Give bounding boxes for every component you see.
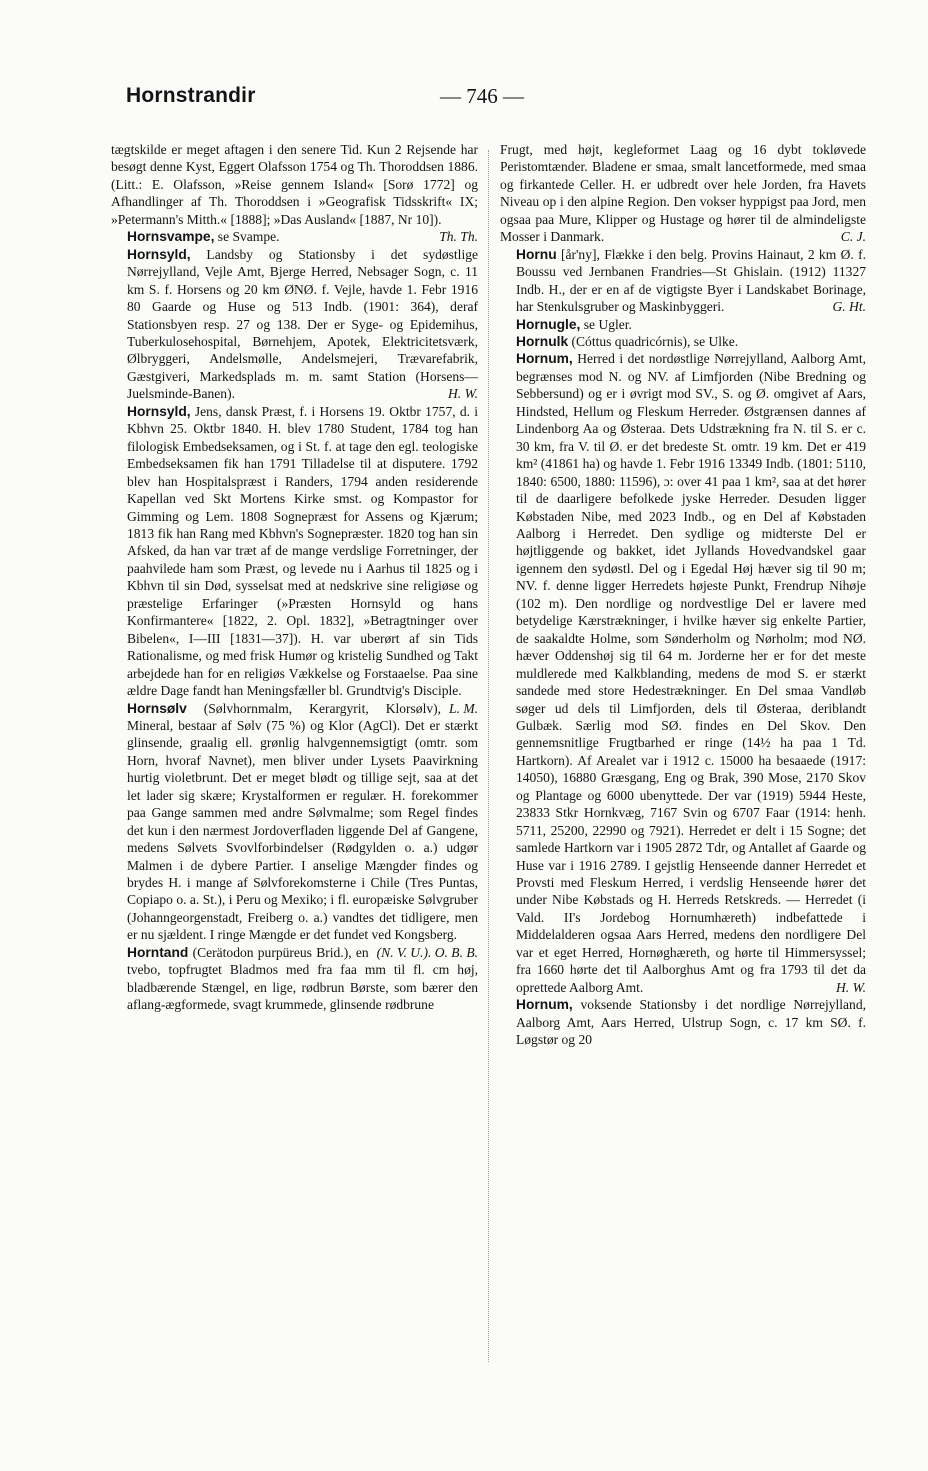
dictionary-entry [111,246,478,403]
dictionary-entry [500,246,866,316]
author-signature: (N. V. U.). O. B. B. [376,944,478,960]
left-column [111,141,478,1014]
entry-text: Frugt, med højt, kegleformet Laag og 16 dybt tokløvede Peristomtænder. Bladene er smaa, smalt lancetformede, med smaa og firkantede Celler. H. er udbredt over hele Jorden, fra Havets Niveau op i den alpine Region. Den vokser hyppigst paa Jord, men ogsaa paa Mure, Klipper og Hustage og hører til de almindeligste Mosser i Danmark. [500,142,866,245]
entry-headword: Hornugle, [516,316,581,332]
dictionary-entry [500,316,866,333]
entry-text: (Sølvhornmalm, Kerargyrit, Klorsølv), Mineral, bestaar af Sølv (75 %) og Klor (AgCl). Det er stærkt glinsende, graalig ell. grønlig halvgennemsigtigt (omtr. som Horn, hvoraf Navnet), men bliver under Lysets Paavirkning hurtig violetbrunt. Det er meget blødt og tillige sejt, saa at det let lader sig skære; Krystalformen er regulær. H. forekommer paa Gange sammen med andre Sølvmalme; som Regel findes det kun i den nærmest Jordoverfladen liggende Del af Gangene, medens Sølvets Svovlforbindelser (Rødgylden o. a.) udgør Malmen i de dybere Partier. I anselige Mængder findes og brydes H. i mange af Sølvforekomsterne i Chile (Tres Puntas, Copiapo o. a. St.), i Peru og Mexiko; i fl. europæiske Sølvgruber (Johanngeorgenstadt, Freiberg o. a.) vandtes det tidligere, men er nu sjældent. I ringe Mængde er det fundet ved Kongsberg. [127,700,478,943]
dictionary-entry [500,333,866,350]
entry-text: voksende Stationsby i det nordlige Nørrejylland, Aalborg Amt, Aars Herred, Ulstrup Sogn, c. 17 km SØ. f. Løgstør og 20 [516,997,866,1048]
dictionary-entry [111,228,478,245]
entry-text: Jens, dansk Præst, f. i Horsens 19. Oktbr 1757, d. i Kbhvn 25. Oktbr 1840. H. blev 1780 Student, 1784 tog han filologisk Embedseksamen, og i St. f. at tage den egl. teologiske Embedseksamen fik han 1791 Tilladelse til at disputere. 1792 blev han Hospitalspræst i Randers, 1794 anden residerende Kapellan ved Skt Mortens Kirke smst. og Kompastor for Gimming og Lem. 1808 Sognepræst for Assens og Kjærum; 1813 fik han Rang med Kbhvn's Sognepræster. 1820 tog han sin Afsked, da han var træt af de mange verdslige Forretninger, der paahvilede ham som Præst, og levede nu i Aarhus til 1825 og i Kbhvn til sin Død, sysselsat med at nedskrive sine religiøse og præstelige Erfaringer (»Præsten Hornsyld og hans Konfirmantere« [1822, 2. Opl. 1832], »Betragtninger over Bibelen«, I—III [1831—37]). H. var uberørt af sin Tids Rationalisme, og med frisk Humør og kristelig Sundhed og Takt arbejdede han for en religiøs Vækkelse og Forstaaelse. Paa sine ældre Dage fandt han Meningsfæller bl. Grundtvig's Disciple. [127,403,478,699]
entry-text: tægtskilde er meget aftagen i den senere Tid. Kun 2 Rejsende har besøgt denne Kyst, Eggert Olafsson 1754 og Th. Thoroddsen 1886. (Litt.: E. Olafsson, »Reise gennem Island« [Sorø 1772] og Afhandlinger af Th. Thoroddsen i »Geografisk Tidsskrift« IX; »Petermann's Mitth.« [1888]; »Das Ausland« [1887, Nr 10]). [111,142,478,227]
right-column [500,141,866,1049]
author-signature: H. W. [836,979,866,995]
entry-text: [år'ny], Flække i den belg. Provins Hainaut, 2 km Ø. f. Boussu ved Jernbanen Frandries—St Ghislain. (1912) 11327 Indb. H., der er en af de vigtigste Byer i Landskabet Borinage, har Stenkulsgruber og Maskinbyggeri. [516,246,866,315]
author-signature: Th. Th. [439,229,478,245]
page-header [126,84,866,114]
entry-headword: Hornulk [516,333,569,349]
entry-headword: Hornum, [516,997,573,1013]
entry-headword: Hornum, [516,351,573,367]
entry-text: Herred i det nordøstlige Nørrejylland, Aalborg Amt, begrænses mod N. og NV. af Limfjorden (Nibe Bredning og Sebbersund) og er i øvrigt mod SV., S. og Ø. omgivet af Aars, Hindsted, Hellum og Fleskum Herreder. Østgrænsen dannes af Lindenborg Aa og Østeraa. Dets Udstrækning fra N. til S. er c. 30 km, fra V. til Ø. er det bredeste St. omtr. 19 km. Det er 419 km² (41861 ha) og havde 1. Febr 1916 13349 Indb. (1801: 5110, 1840: 6500, 1880: 11596), ɔ: over 41 paa 1 km², saa at det hører til de daarligere befolkede jyske Herreder. Desuden ligger Købstaden Nibe, med 2023 Indb., og en Del af Købstaden Aalborg i Herredet. Den sydlige og midterste Del er højtliggende og bakket, idet Jyllands Hovedvandskel gaar igennem den sydøstl. Del og i Egedal Høj hæver sig til 90 m; NV. f. denne ligger Herredets højeste Punkt, Frendrup Nihøje (102 m). Den nordlige og nordvestlige Del er lavere med betydelige Kærstrækninger, i hvilke hæver sig enkelte Partier, de saakaldte Holme, som Sønderholm og Nørholm; mod NØ. hæver Oddenshøj sig til 64 m. Jorderne her er for det meste muldlerede med Kalkblanding, medens de mod S. er stærkt sandede med store Hedestrækninger. En Del smaa Vandløb søger ud dels til Limfjorden, dels til Østeraa, deriblandt Gulbæk. Særlig mod SØ. findes en Del Skov. Den gennemsnitlige Frugtbarhed er ringe (14½ ha paa 1 Td. Hartkorn). Af Arealet var i 1912 c. 15000 ha besaaede (1917: 14050), 16880 Græsgang, Eng og Brak, 390 Mose, 2170 Skov og Plantage og 6000 ubenyttede. Der var (1919) 5944 Heste, 23833 Stkr Hornkvæg, 7167 Svin og 6707 Faar (1914: henh. 5711, 25200, 22990 og 7921). Herredet er delt i 15 Sogne; det samlede Hartkorn var i 1905 2872 Tdr, og Antallet af Gaarde og Huse var i 1916 2789. I gejstlig Henseende danner Herredet et Provsti med Fleskum Herred, i verdslig Henseende hører det under Nibe Købstads og H. Herreds Retskreds. — Herredet (i Vald. II's Jordebog Hornumhæreth) indbefattede i Middelalderen ogsaa Aars Herred, medens den nordligere Del var et eget Herred, Hornøghæreth, og hørte til Himmersyssel; fra 1660 hørte det til Aalborghus Amt og fra 1793 til det da oprettede Aalborg Amt. [516,351,866,995]
author-signature: L. M. [449,700,478,716]
entry-headword: Hornsyld, [127,246,191,262]
running-head: Hornstrandir [126,84,256,107]
entry-text: se Ugler. [580,316,632,332]
entry-headword: Hornsølv [127,700,187,716]
entry-text: (Cerätodon purpüreus Brid.), en tvebo, topfrugtet Bladmos med fra faa mm til fl. cm høj, bladbærende Stængel, en lige, rødbrun Børste, som bærer den aflang-ægformede, svagt krummede, glinsende rødbrune [127,944,478,1013]
entry-text: Landsby og Stationsby i det sydøstlige Nørrejylland, Vejle Amt, Bjerge Herred, Nebsager Sogn, c. 11 km S. f. Horsens og 20 km ØNØ. f. Vejle, havde 1. Febr 1916 80 Gaarde og Huse og 513 Indb. (1901: 364), deraf Stationsbyen resp. 27 og 138. Der er Syge- og Epidemihus, Tuberkulosehospital, Børnehjem, Apotek, Elektricitetsværk, Ølbryggeri, Andelsmølle, Andelsmejeri, Trævarefabrik, Gæstgiveri, Markedsplads m. m. samt Station (Horsens—Juelsminde-Banen). [127,246,478,402]
dictionary-entry [500,996,866,1048]
entry-headword: Hornsvampe, [127,229,215,245]
entry-headword: Horntand [127,944,189,960]
author-signature: G. Ht. [832,299,866,315]
entry-text: (Cóttus quadricórnis), se Ulke. [568,333,739,349]
entry-headword: Hornu [516,246,557,262]
entry-text: se Svampe. [214,229,280,245]
author-signature: C. J. [840,229,866,245]
entry-headword: Hornsyld, [127,403,191,419]
column-divider [488,150,489,1362]
dictionary-entry [500,141,866,246]
page-number: — 746 — [440,84,524,108]
author-signature: H. W. [448,386,478,402]
dictionary-entry [500,350,866,996]
